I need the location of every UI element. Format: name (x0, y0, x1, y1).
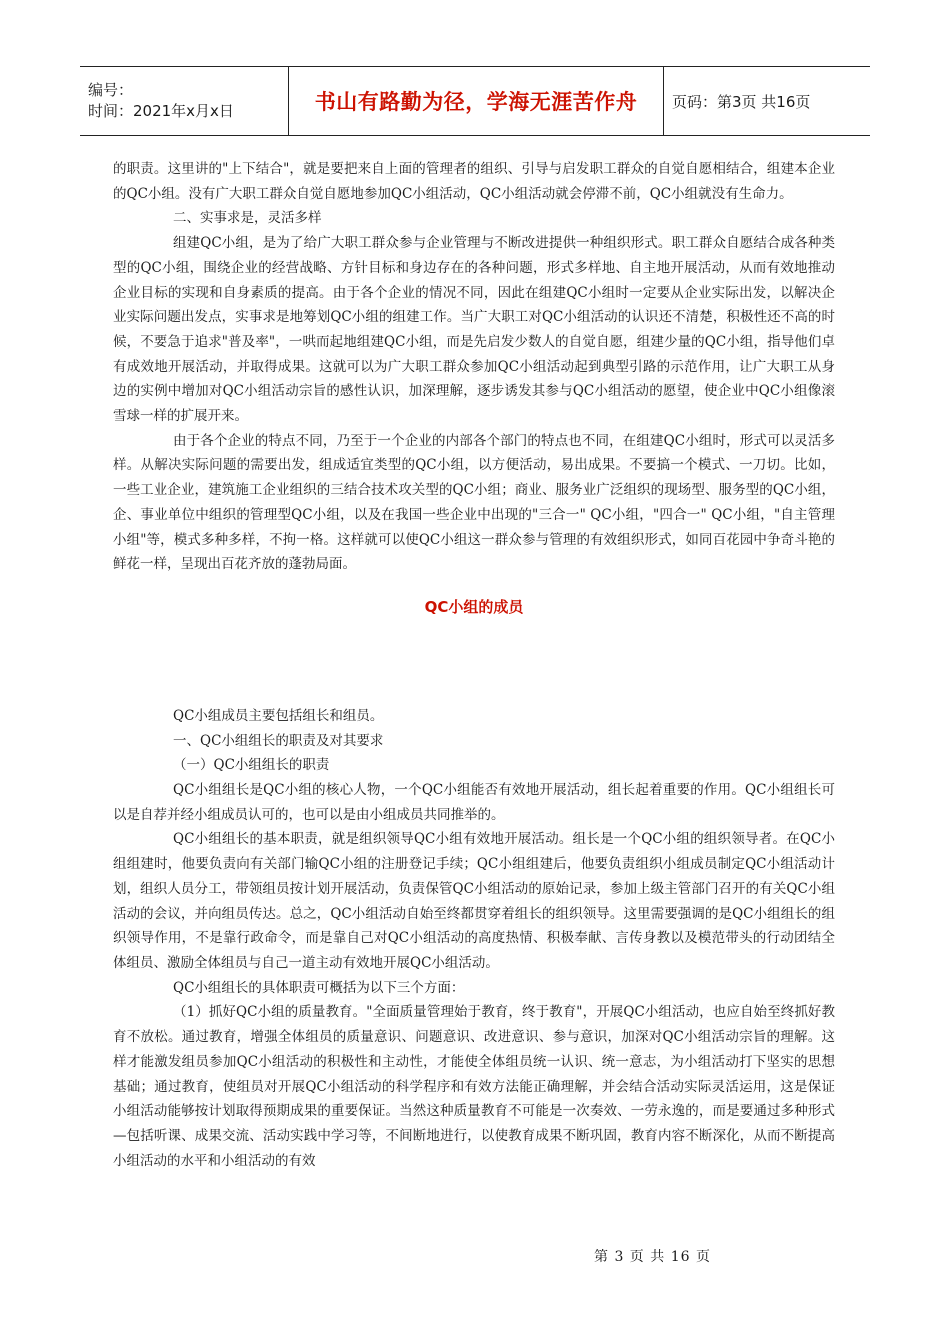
paragraph: QC小组成员主要包括组长和组员。 (173, 707, 384, 724)
paragraph: 由于各个企业的特点不同，乃至于一个企业的内部各个部门的特点也不同，在组建QC小组时，形式可以灵活多样。从解决实际问题的需要出发，组成适宜类型的QC小组，以方便活动，易出成果。不要搞一个模式、一刀切。比如，一些工业企业，建筑施工企业组织的三结合技术攻关型的QC小组；商业、服务业广泛组织的现场型、服务型的QC小组，企、事业单位中组织的管理型QC小组，以及在我国一些企业中出现的"三合一" QC小组，"四合一" QC小组，"自主管理小组"等，模式多种多样，不拘一格。这样就可以使QC小组这一群众参与管理的有效组织形式，如同百花园中争奇斗艳的鲜花一样，呈现出百花齐放的蓬勃局面。 (113, 432, 835, 573)
page-header (80, 66, 870, 136)
document-body (113, 157, 835, 1173)
subheading: 二、实事求是，灵活多样 (173, 210, 322, 227)
paragraph: QC小组组长的基本职责，就是组织领导QC小组有效地开展活动。组长是一个QC小组的组织领导者。在QC小组组建时，他要负责向有关部门输QC小组的注册登记手续；QC小组组建后，他要负责组织小组成员制定QC小组活动计划，组织人员分工，带领组员按计划开展活动，负责保管QC小组活动的原始记录，参加上级主管部门召开的有关QC小组活动的会议，并向组员传达。总之，QC小组活动自始至终都贯穿着组长的组织领导。这里需要强调的是QC小组组长的组织领导作用，不是靠行政命令，而是靠自己对QC小组活动的高度热情、积极奉献、言传身教以及模范带头的行动团结全体组员、激励全体组员与自己一道主动有效地开展QC小组活动。 (113, 831, 835, 971)
subheading: 一、QC小组组长的职责及对其要求 (173, 732, 384, 749)
paragraph: （1）抓好QC小组的质量教育。"全面质量管理始于教育，终于教育"，开展QC小组活动，也应自始至终抓好教育不放松。通过教育，增强全体组员的质量意识、问题意识、改进意识、参与意识，加深对QC小组活动宗旨的理解。这样才能激发组员参加QC小组活动的积极性和主动性，才能使全体组员统一认识、统一意志，为小组活动打下坚实的思想基础；通过教育，使组员对开展QC小组活动的科学程序和有效方法能正确理解，并会结合活动实际灵活运用，这是保证小组活动能够按计划取得预期成果的重要保证。当然这种质量教育不可能是一次奏效、一劳永逸的，而是要通过多种形式—包括听课、成果交流、活动实践中学习等，不间断地进行，以使教育成果不断巩固，教育内容不断深化，从而不断提高小组活动的水平和小组活动的有效 (113, 1004, 835, 1169)
paragraph: QC小组组长的具体职责可概括为以下三个方面： (173, 979, 465, 996)
header-left-cell (80, 67, 289, 136)
spacer (113, 619, 835, 704)
header-motto: 书山有路勤为径，学海无涯苦作舟 (289, 67, 664, 136)
header-number: 编号： (88, 81, 134, 99)
section-title: QC小组的成员 (424, 597, 524, 616)
header-time: 时间：2021年x月x日 (88, 102, 234, 120)
page-footer: 第 3 页 共 16 页 (594, 1249, 711, 1265)
paragraph: 的职责。这里讲的"上下结合"，就是要把来自上面的管理者的组织、引导与启发职工群众的自觉自愿相结合，组建本企业的QC小组。没有广大职工群众自觉自愿地参加QC小组活动，QC小组活动就会停滞不前，QC小组就没有生命力。 (113, 161, 835, 202)
subheading: （一）QC小组组长的职责 (173, 757, 330, 774)
paragraph: 组建QC小组，是为了给广大职工群众参与企业管理与不断改进提供一种组织形式。职工群众自愿结合成各种类型的QC小组，围绕企业的经营战略、方针目标和身边存在的各种问题，形式多样地、自主地开展活动，从而有效地推动企业目标的实现和自身素质的提高。由于各个企业的情况不同，因此在组建QC小组时一定要从企业实际出发，以解决企业实际问题出发点，实事求是地筹划QC小组的组建工作。当广大职工对QC小组活动的认识还不清楚，积极性还不高的时候，不要急于追求"普及率"，一哄而起地组建QC小组，而是先启发少数人的自觉自愿，组建少量的QC小组，指导他们卓有成效地开展活动，并取得成果。这就可以为广大职工群众参加QC小组活动起到典型引路的示范作用，让广大职工从身边的实例中增加对QC小组活动宗旨的感性认识，加深理解，逐步诱发其参与QC小组活动的愿望，使企业中QC小组像滚雪球一样的扩展开来。 (113, 235, 835, 425)
header-page-number: 页码：第3页 共16页 (664, 67, 871, 136)
paragraph: QC小组组长是QC小组的核心人物，一个QC小组能否有效地开展活动，组长起着重要的作用。QC小组组长可以是自荐并经小组成员认可的，也可以是由小组成员共同推举的。 (113, 782, 835, 823)
